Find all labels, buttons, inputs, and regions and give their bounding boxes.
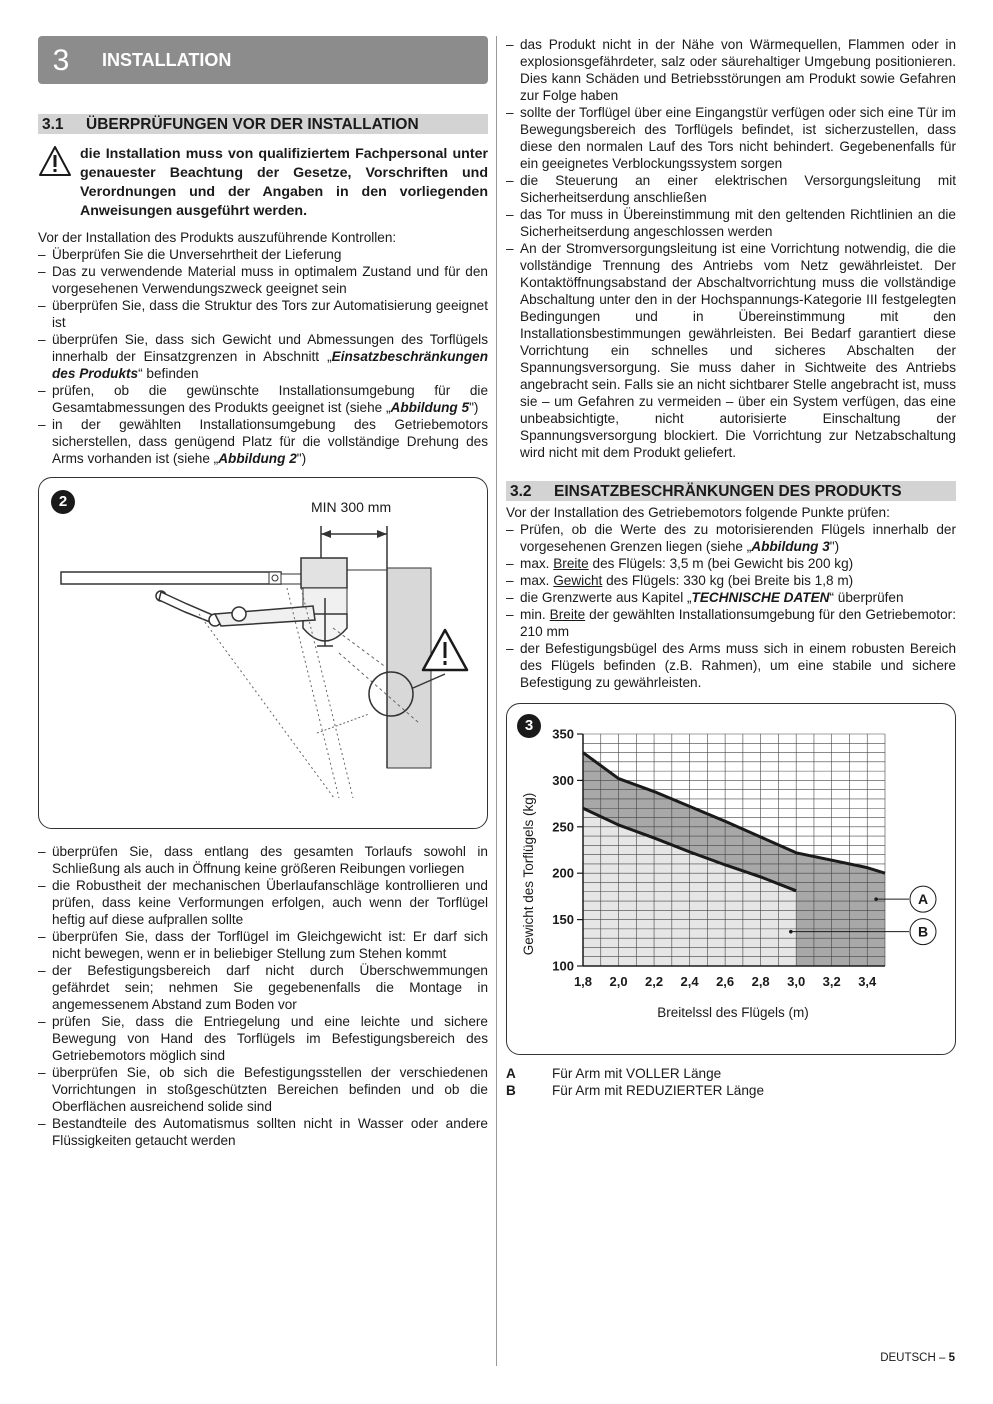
section-header-3-2 (506, 481, 956, 501)
limits-intro: Vor der Installation des Getriebemotors folgende Punkte prüfen: (506, 505, 890, 520)
page-footer (880, 1350, 955, 1367)
list-item: – überprüfen Sie, dass die Struktur des Tors zur Automatisierung geeignet ist (38, 297, 488, 331)
clearance-label: MIN 300 mm (311, 499, 392, 515)
right-column (506, 36, 956, 1099)
column-divider (496, 36, 497, 1366)
checks-list-b (38, 843, 488, 1149)
warning-block (38, 145, 488, 221)
figure-number: 2 (51, 490, 75, 514)
series-label: B (917, 923, 929, 940)
series-label: A (917, 891, 929, 908)
list-item: – der Befestigungsbereich darf nicht durch Überschwemmungen gefährdet sein; nehmen Sie gegebenenfalls die Montage in angemessenem Abstand zum Boden vor (38, 962, 488, 1013)
y-tick-label: 350 (552, 726, 574, 742)
x-tick-label: 3,4 (858, 974, 877, 989)
limits-list (506, 521, 956, 691)
checks-intro: Vor der Installation des Produkts auszuführende Kontrollen: (38, 230, 397, 245)
chapter-number: 3 (52, 43, 70, 77)
page-number: 5 (948, 1352, 955, 1364)
legend-row-a (506, 1065, 956, 1082)
chapter-reference: TECHNISCHE DATEN (691, 590, 830, 605)
x-tick-label: 2,2 (645, 974, 664, 989)
x-axis-label: Breitelssl des Flügels (m) (657, 1005, 809, 1020)
list-item: – das Produkt nicht in der Nähe von Wärmequellen, Flammen oder in explosionsgefährdeter, salz oder säurehaltiger Umgebung positionieren. Dies kann Schäden und Betriebsstörungen am Produkt sowie Gefahren zur Folge haben (506, 36, 956, 104)
chapter-header (38, 36, 488, 84)
list-item: – überprüfen Sie, dass der Torflügel im Gleichgewicht ist: Er darf sich nicht bewegen, wenn er in beliebiger Stellung zum Stehen kommt (38, 928, 488, 962)
list-item: – überprüfen Sie, ob sich die Befestigungsstellen der verschiedenen Vorrichtungen in stoßgeschützten Bereichen befinden und ob die Oberflächen ausreichend solide sind (38, 1064, 488, 1115)
legend-text: Für Arm mit REDUZIERTER Länge (552, 1083, 765, 1098)
list-item: – in der gewählten Installationsumgebung des Getriebemotors sicherstellen, dass genügend Platz für die vollständige Drehung des Arms vorhanden ist (siehe „Abbildung 2") (38, 416, 488, 467)
checks-list-c (506, 36, 956, 461)
x-tick-label: 2,0 (609, 974, 628, 989)
list-item: – Bestandteile des Automatismus sollten nicht in Wasser oder andere Flüssigkeiten getaucht werden (38, 1115, 488, 1149)
left-column (38, 36, 488, 1149)
checks-list-a (38, 246, 488, 467)
legend-key: B (506, 1083, 516, 1098)
list-item: – Prüfen, ob die Werte des zu motorisierenden Flügels innerhalb der vorgesehenen Grenzen liegen (siehe „Abbildung 3") (506, 521, 956, 555)
list-item: – prüfen, ob die gewünschte Installationsumgebung für die Gesamtabmessungen des Produkts geeignet ist (siehe „Abbildung 5") (38, 382, 488, 416)
y-axis-label: Gewicht des Torflügels (kg) (521, 792, 536, 956)
y-tick-label: 200 (552, 865, 574, 881)
figure-2-box (38, 477, 488, 829)
list-item: – überprüfen Sie, dass sich Gewicht und Abmessungen des Torflügels innerhalb der Einsatzgrenzen in Abschnitt „Einsatzbeschränkungen des Produkts“ befinden (38, 331, 488, 382)
legend-row-b (506, 1082, 956, 1099)
list-item: – die Robustheit der mechanischen Überlaufanschläge kontrollieren und prüfen, dass keine Verformungen erfolgen, auch wenn der Torflügel heftig auf diese aufprallen sollte (38, 877, 488, 928)
x-tick-label: 2,8 (751, 974, 770, 989)
list-item: – sollte der Torflügel über eine Eingangstür verfügen oder sich eine Tür im Bewegungsbereich des Torflügels befindet, ist sicherzustellen, dass diese den normalen Lauf des Tors nicht behindert. Gegebenenfalls für ein geeignetes Verblockungssystem sorgen (506, 104, 956, 172)
x-tick-label: 3,0 (787, 974, 806, 989)
section-title: EINSATZBESCHRÄNKUNGEN DES PRODUKTS (554, 482, 902, 500)
x-tick-label: 2,4 (680, 974, 699, 989)
legend-text: Für Arm mit VOLLER Länge (552, 1066, 722, 1081)
list-item: – überprüfen Sie, dass entlang des gesamten Torlaufs sowohl in Schließung als auch in Öffnung keine größeren Reibungen vorliegen (38, 843, 488, 877)
x-tick-label: 1,8 (573, 974, 593, 989)
y-tick-label: 250 (552, 819, 574, 835)
section-header-3-1 (38, 114, 488, 134)
list-item: – Überprüfen Sie die Unversehrtheit der Lieferung (38, 246, 488, 263)
list-item: – der Befestigungsbügel des Arms muss sich in einem robusten Bereich des Flügels befinden (z.B. Rahmen), um eine stabile und sichere Befestigung zu gewährleisten. (506, 640, 956, 691)
section-title: ÜBERPRÜFUNGEN VOR DER INSTALLATION (86, 115, 419, 133)
list-item: – die Steuerung an einer elektrischen Versorgungsleitung mit Sicherheitserdung anschließen (506, 172, 956, 206)
legend-key: A (506, 1066, 516, 1081)
chapter-title: INSTALLATION (102, 49, 232, 70)
installation-drawing (39, 478, 489, 830)
list-item: – das Tor muss in Übereinstimmung mit den geltenden Richtlinien an die Sicherheitserdung angeschlossen werden (506, 206, 956, 240)
section-reference: Einsatzbeschränkungen des Produkts (52, 349, 488, 381)
list-item: – An der Stromversorgungsleitung ist eine Vorrichtung notwendig, die die vollständige Trennung des Antriebs vom Netz gewährleistet. Der Kontaktöffnungsabstand der Abschaltvorrichtung muss die vollständige Abschaltung unter den in der Hochspannungs-Kategorie III festgelegten Bedingungen und in Übereinstimmung mit den Installationsbestimmungen gewährleisten. Bei Bedarf garantiert diese Vorrichtung ein schnelles und sicheres Abschalten der Spannungsversorgung. Sie muss daher in Sichtweite des Antriebs angebracht sein. Falls sie an nicht sichtbarer Stelle angebracht ist, muss sie – um Gefahren zu vermeiden – über ein System verfügen, das eine unbeabsichtigte, nicht autorisierte Einschaltung der Spannungsversorgung blockiert. Die Vorrichtung zur Netzabschaltung wird nicht mit dem Produkt geliefert. (506, 240, 956, 461)
list-item: – min. Breite der gewählten Installationsumgebung für den Getriebemotor: 210 mm (506, 606, 956, 640)
y-tick-label: 150 (552, 912, 574, 928)
y-tick-label: 100 (552, 958, 574, 974)
weight-width-chart (507, 704, 957, 1056)
x-tick-label: 3,2 (822, 974, 841, 989)
figure-number: 3 (517, 714, 541, 738)
figure-3-box (506, 703, 956, 1055)
section-number: 3.1 (42, 115, 64, 133)
list-item: – max. Breite des Flügels: 3,5 m (bei Gewicht bis 200 kg) (506, 555, 956, 572)
figure-reference: Abbildung 5 (390, 400, 470, 415)
warning-text: die Installation muss von qualifiziertem Fachpersonal unter genauester Beachtung der Gesetze, Vorschriften und Verordnungen und der Angaben in den vorliegenden Anweisungen ausgeführt werden. (80, 146, 488, 219)
list-item: – max. Gewicht des Flügels: 330 kg (bei Breite bis 1,8 m) (506, 572, 956, 589)
figure-reference: Abbildung 2 (218, 451, 297, 466)
x-tick-label: 2,6 (716, 974, 735, 989)
list-item: – prüfen Sie, dass die Entriegelung und eine leichte und sichere Bewegung von Hand des Torflügels im Befestigungsbereich des Getriebemotors möglich sind (38, 1013, 488, 1064)
footer-language: DEUTSCH – (880, 1352, 946, 1364)
y-tick-label: 300 (552, 772, 574, 788)
section-number: 3.2 (510, 482, 532, 500)
list-item: – die Grenzwerte aus Kapitel „TECHNISCHE DATEN“ überprüfen (506, 589, 956, 606)
list-item: – Das zu verwendende Material muss in optimalem Zustand und für den vorgesehenen Verwendungszweck geeignet sein (38, 263, 488, 297)
warning-triangle-icon (38, 145, 80, 221)
figure-reference: Abbildung 3 (751, 539, 830, 554)
